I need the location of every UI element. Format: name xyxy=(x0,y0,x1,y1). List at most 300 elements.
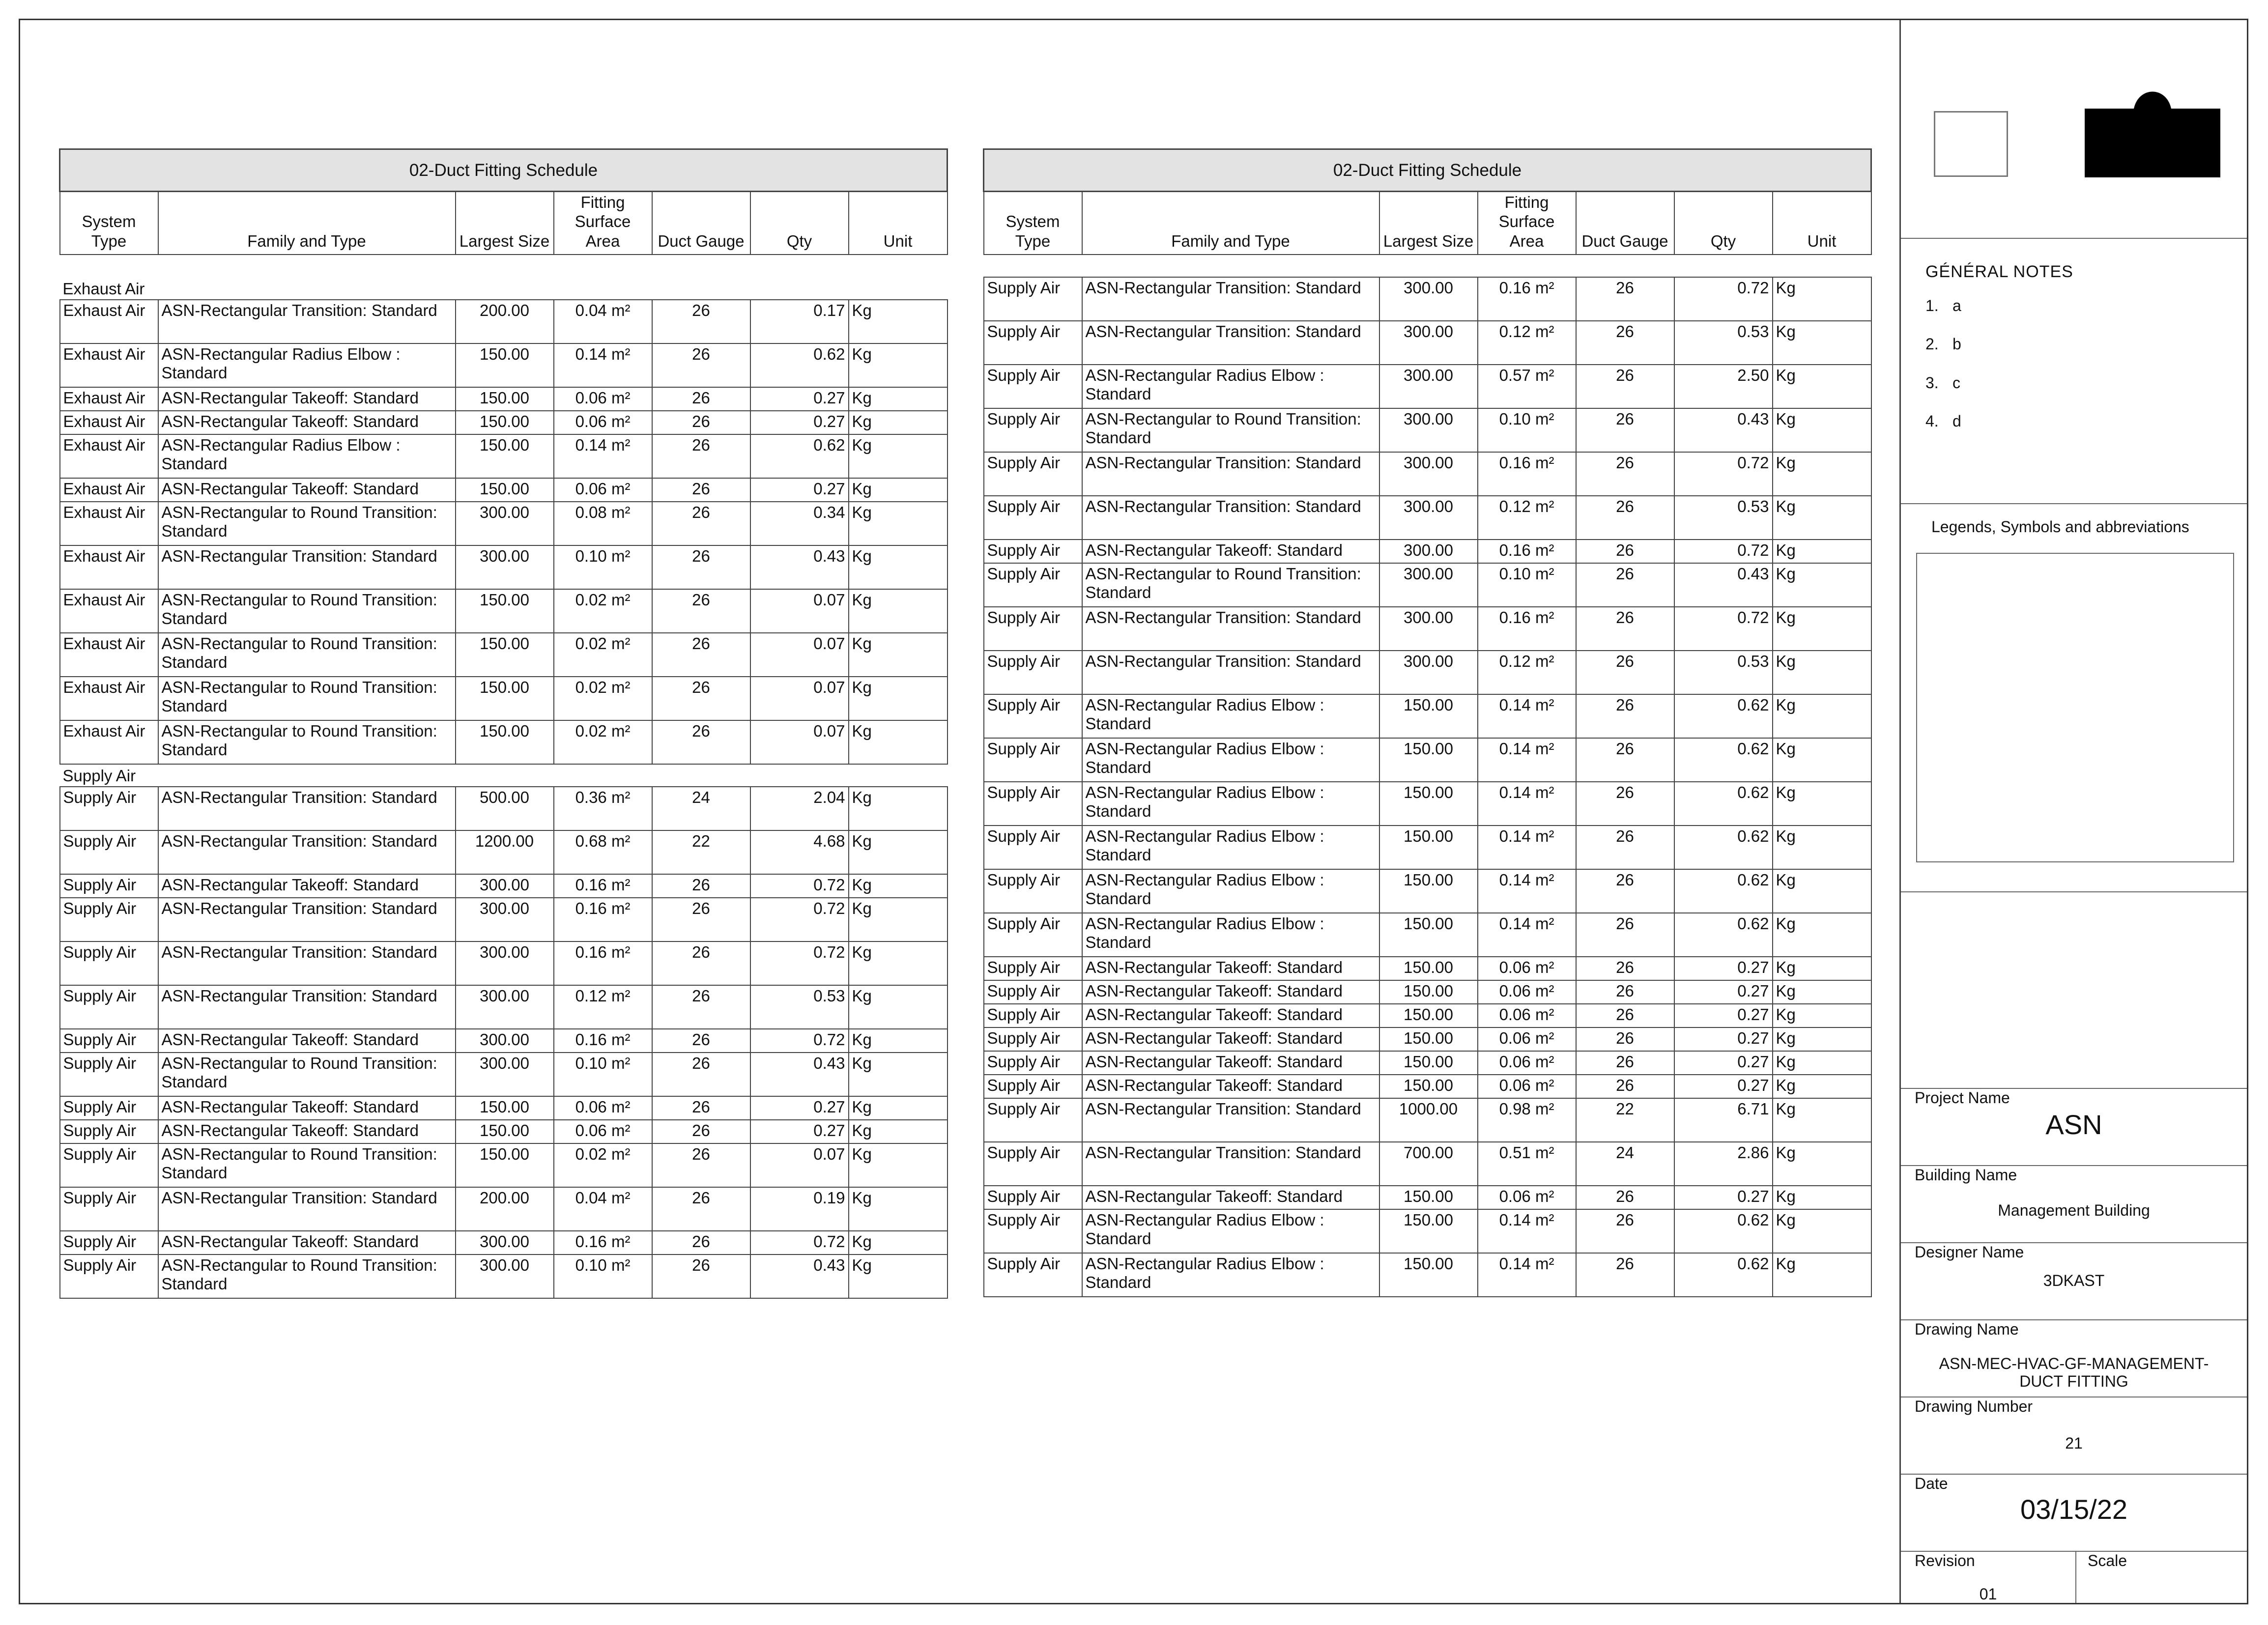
unit-cell: Kg xyxy=(1773,452,1871,496)
schedule-header-row xyxy=(60,192,947,255)
duct-gauge-cell: 26 xyxy=(652,387,750,411)
legends-title: Legends, Symbols and abbreviations xyxy=(1931,518,2189,536)
family-type-cell: ASN-Rectangular Takeoff: Standard xyxy=(1082,1075,1379,1098)
duct-gauge-cell: 26 xyxy=(652,545,750,589)
duct-gauge-cell: 26 xyxy=(652,1120,750,1143)
unit-cell: Kg xyxy=(1773,1142,1871,1186)
surface-area-cell: 0.02 m² xyxy=(554,720,652,764)
qty-cell: 0.27 xyxy=(750,1096,849,1120)
largest-size-cell: 300.00 xyxy=(456,985,554,1029)
unit-cell: Kg xyxy=(1773,651,1871,694)
fitting-surface-area-header: Fitting Surface Area xyxy=(1478,192,1576,255)
family-type-cell: ASN-Rectangular Transition: Standard xyxy=(158,787,456,830)
family-type-cell: ASN-Rectangular Radius Elbow : Standard xyxy=(1082,869,1379,913)
largest-size-cell: 300.00 xyxy=(456,502,554,545)
table-row xyxy=(984,1098,1871,1142)
family-type-cell: ASN-Rectangular Transition: Standard xyxy=(1082,277,1379,321)
legends-section xyxy=(1901,504,2247,892)
largest-size-cell: 150.00 xyxy=(456,633,554,677)
unit-cell: Kg xyxy=(849,830,947,874)
largest-size-cell: 150.00 xyxy=(1379,1027,1478,1051)
system-type-cell: Supply Air xyxy=(984,980,1082,1004)
unit-cell: Kg xyxy=(1773,1075,1871,1098)
family-type-cell: ASN-Rectangular Radius Elbow : Standard xyxy=(1082,1209,1379,1253)
surface-area-cell: 0.02 m² xyxy=(554,589,652,633)
largest-size-cell: 150.00 xyxy=(1379,1051,1478,1075)
family-type-cell: ASN-Rectangular Takeoff: Standard xyxy=(1082,1186,1379,1209)
surface-area-cell: 0.04 m² xyxy=(554,300,652,343)
family-type-cell: ASN-Rectangular Transition: Standard xyxy=(158,830,456,874)
unit-cell: Kg xyxy=(1773,540,1871,563)
table-row xyxy=(984,607,1871,651)
surface-area-cell: 0.12 m² xyxy=(1478,321,1576,365)
qty-cell: 0.62 xyxy=(1674,826,1773,869)
table-row xyxy=(984,365,1871,408)
project-name-label: Project Name xyxy=(1915,1089,2010,1107)
surface-area-cell: 0.12 m² xyxy=(554,985,652,1029)
table-row xyxy=(984,738,1871,782)
unit-cell: Kg xyxy=(849,1029,947,1053)
largest-size-cell: 300.00 xyxy=(1379,607,1478,651)
unit-cell: Kg xyxy=(849,1120,947,1143)
duct-gauge-cell: 22 xyxy=(652,830,750,874)
qty-cell: 0.34 xyxy=(750,502,849,545)
note-item: 4. d xyxy=(1925,412,1961,430)
family-type-cell: ASN-Rectangular Transition: Standard xyxy=(1082,651,1379,694)
surface-area-cell: 0.10 m² xyxy=(554,1254,652,1298)
surface-area-cell: 0.14 m² xyxy=(554,343,652,387)
surface-area-cell: 0.14 m² xyxy=(1478,782,1576,826)
qty-cell: 2.86 xyxy=(1674,1142,1773,1186)
largest-size-cell: 150.00 xyxy=(1379,1186,1478,1209)
system-type-cell: Exhaust Air xyxy=(60,300,158,343)
duct-gauge-cell: 26 xyxy=(1576,563,1674,607)
table-row xyxy=(984,957,1871,980)
qty-cell: 4.68 xyxy=(750,830,849,874)
surface-area-cell: 0.14 m² xyxy=(1478,869,1576,913)
unit-cell: Kg xyxy=(1773,1051,1871,1075)
largest-size-cell: 150.00 xyxy=(1379,782,1478,826)
date-label: Date xyxy=(1915,1475,1948,1492)
duct-gauge-cell: 26 xyxy=(1576,1004,1674,1027)
table-row xyxy=(984,496,1871,540)
system-type-cell: Exhaust Air xyxy=(60,545,158,589)
duct-gauge-header: Duct Gauge xyxy=(1576,192,1674,255)
largest-size-cell: 150.00 xyxy=(1379,980,1478,1004)
surface-area-cell: 0.16 m² xyxy=(1478,277,1576,321)
qty-cell: 0.53 xyxy=(1674,496,1773,540)
surface-area-cell: 0.10 m² xyxy=(554,1053,652,1096)
largest-size-cell: 150.00 xyxy=(1379,1075,1478,1098)
logo-area xyxy=(1901,20,2247,239)
system-type-cell: Supply Air xyxy=(984,496,1082,540)
group-header-label: Exhaust Air xyxy=(60,277,947,300)
surface-area-cell: 0.10 m² xyxy=(1478,408,1576,452)
duct-gauge-cell: 26 xyxy=(652,478,750,502)
unit-cell: Kg xyxy=(849,545,947,589)
qty-cell: 0.53 xyxy=(750,985,849,1029)
largest-size-cell: 150.00 xyxy=(456,1120,554,1143)
revision-scale-section xyxy=(1901,1552,2247,1603)
surface-area-cell: 0.16 m² xyxy=(1478,452,1576,496)
qty-cell: 0.62 xyxy=(750,343,849,387)
qty-cell: 0.43 xyxy=(1674,563,1773,607)
duct-gauge-cell: 26 xyxy=(1576,1253,1674,1297)
qty-cell: 0.07 xyxy=(750,720,849,764)
table-row xyxy=(984,321,1871,365)
title-block xyxy=(1899,20,2247,1603)
unit-cell: Kg xyxy=(1773,408,1871,452)
duct-gauge-header: Duct Gauge xyxy=(652,192,750,255)
surface-area-cell: 0.02 m² xyxy=(554,1143,652,1187)
duct-gauge-cell: 26 xyxy=(1576,1027,1674,1051)
qty-cell: 0.43 xyxy=(750,1053,849,1096)
surface-area-cell: 0.16 m² xyxy=(1478,540,1576,563)
table-row xyxy=(60,387,947,411)
legends-box xyxy=(1916,553,2234,862)
largest-size-cell: 1200.00 xyxy=(456,830,554,874)
table-row xyxy=(60,1187,947,1231)
qty-cell: 0.19 xyxy=(750,1187,849,1231)
largest-size-cell: 300.00 xyxy=(1379,496,1478,540)
largest-size-cell: 150.00 xyxy=(456,434,554,478)
qty-cell: 6.71 xyxy=(1674,1098,1773,1142)
designer-name-section xyxy=(1901,1243,2247,1320)
duct-gauge-cell: 26 xyxy=(652,874,750,898)
largest-size-cell: 1000.00 xyxy=(1379,1098,1478,1142)
unit-cell: Kg xyxy=(849,1231,947,1254)
qty-header: Qty xyxy=(1674,192,1773,255)
duct-gauge-cell: 26 xyxy=(1576,738,1674,782)
qty-cell: 0.72 xyxy=(750,941,849,985)
unit-cell: Kg xyxy=(1773,957,1871,980)
qty-cell: 0.27 xyxy=(750,411,849,434)
largest-size-cell: 150.00 xyxy=(456,387,554,411)
family-type-cell: ASN-Rectangular Transition: Standard xyxy=(158,941,456,985)
family-type-cell: ASN-Rectangular Transition: Standard xyxy=(158,898,456,941)
qty-cell: 0.62 xyxy=(1674,913,1773,957)
duct-gauge-cell: 26 xyxy=(652,898,750,941)
drawing-number-value: 21 xyxy=(2065,1434,2083,1452)
largest-size-cell: 150.00 xyxy=(456,411,554,434)
table-row xyxy=(984,277,1871,321)
unit-cell: Kg xyxy=(1773,496,1871,540)
qty-cell: 0.27 xyxy=(1674,1027,1773,1051)
unit-cell: Kg xyxy=(1773,563,1871,607)
unit-cell: Kg xyxy=(849,1096,947,1120)
unit-cell: Kg xyxy=(1773,1186,1871,1209)
system-type-cell: Supply Air xyxy=(60,941,158,985)
table-row xyxy=(60,1053,947,1096)
surface-area-cell: 0.14 m² xyxy=(1478,738,1576,782)
largest-size-cell: 300.00 xyxy=(456,545,554,589)
unit-header: Unit xyxy=(849,192,947,255)
qty-cell: 0.62 xyxy=(1674,694,1773,738)
duct-gauge-cell: 26 xyxy=(1576,408,1674,452)
surface-area-cell: 0.16 m² xyxy=(554,898,652,941)
unit-cell: Kg xyxy=(849,985,947,1029)
surface-area-cell: 0.06 m² xyxy=(1478,1051,1576,1075)
table-row xyxy=(984,1027,1871,1051)
system-type-cell: Exhaust Air xyxy=(60,720,158,764)
system-type-cell: Exhaust Air xyxy=(60,633,158,677)
largest-size-cell: 300.00 xyxy=(1379,277,1478,321)
unit-cell: Kg xyxy=(1773,365,1871,408)
unit-cell: Kg xyxy=(849,502,947,545)
surface-area-cell: 0.10 m² xyxy=(1478,563,1576,607)
duct-gauge-cell: 26 xyxy=(1576,826,1674,869)
unit-cell: Kg xyxy=(1773,1004,1871,1027)
designer-name-label: Designer Name xyxy=(1915,1243,2024,1261)
largest-size-header: Largest Size xyxy=(1379,192,1478,255)
largest-size-cell: 150.00 xyxy=(456,1096,554,1120)
qty-cell: 0.27 xyxy=(1674,1075,1773,1098)
surface-area-cell: 0.06 m² xyxy=(554,387,652,411)
unit-cell: Kg xyxy=(849,633,947,677)
surface-area-cell: 0.14 m² xyxy=(1478,694,1576,738)
largest-size-cell: 150.00 xyxy=(456,343,554,387)
table-row xyxy=(984,1075,1871,1098)
family-type-cell: ASN-Rectangular Takeoff: Standard xyxy=(158,1029,456,1053)
qty-header: Qty xyxy=(750,192,849,255)
system-type-cell: Supply Air xyxy=(60,1029,158,1053)
family-type-cell: ASN-Rectangular Takeoff: Standard xyxy=(1082,1051,1379,1075)
system-type-cell: Supply Air xyxy=(984,408,1082,452)
blank-section xyxy=(1901,892,2247,1089)
duct-gauge-cell: 26 xyxy=(652,411,750,434)
fitting-surface-area-header: Fitting Surface Area xyxy=(554,192,652,255)
system-type-cell: Supply Air xyxy=(984,1051,1082,1075)
duct-gauge-cell: 26 xyxy=(652,720,750,764)
unit-cell: Kg xyxy=(1773,1027,1871,1051)
surface-area-cell: 0.06 m² xyxy=(554,1120,652,1143)
unit-cell: Kg xyxy=(1773,321,1871,365)
qty-cell: 0.62 xyxy=(1674,1209,1773,1253)
family-type-cell: ASN-Rectangular Takeoff: Standard xyxy=(1082,980,1379,1004)
duct-gauge-cell: 26 xyxy=(652,1231,750,1254)
qty-cell: 0.72 xyxy=(1674,540,1773,563)
drawing-name-label: Drawing Name xyxy=(1915,1320,2019,1338)
system-type-cell: Supply Air xyxy=(984,869,1082,913)
building-name-label: Building Name xyxy=(1915,1166,2017,1184)
surface-area-cell: 0.68 m² xyxy=(554,830,652,874)
qty-cell: 0.72 xyxy=(1674,277,1773,321)
qty-cell: 0.62 xyxy=(1674,738,1773,782)
note-item: 2. b xyxy=(1925,335,1961,353)
system-type-cell: Supply Air xyxy=(984,452,1082,496)
surface-area-cell: 0.06 m² xyxy=(554,478,652,502)
family-type-cell: ASN-Rectangular to Round Transition: Standard xyxy=(1082,408,1379,452)
unit-cell: Kg xyxy=(849,478,947,502)
family-type-cell: ASN-Rectangular Radius Elbow : Standard xyxy=(1082,1253,1379,1297)
largest-size-cell: 300.00 xyxy=(456,874,554,898)
duct-gauge-cell: 26 xyxy=(1576,496,1674,540)
family-type-cell: ASN-Rectangular to Round Transition: Standard xyxy=(158,589,456,633)
duct-gauge-cell: 26 xyxy=(1576,782,1674,826)
table-row xyxy=(984,408,1871,452)
drawing-name-line: DUCT FITTING xyxy=(2019,1372,2128,1390)
duct-gauge-cell: 26 xyxy=(1576,980,1674,1004)
system-type-cell: Supply Air xyxy=(984,563,1082,607)
table-row xyxy=(60,1231,947,1254)
unit-cell: Kg xyxy=(849,1187,947,1231)
family-type-cell: ASN-Rectangular Radius Elbow : Standard xyxy=(1082,365,1379,408)
qty-cell: 0.07 xyxy=(750,633,849,677)
unit-cell: Kg xyxy=(849,1143,947,1187)
system-type-cell: Supply Air xyxy=(984,365,1082,408)
table-row xyxy=(984,1142,1871,1186)
system-type-cell: Supply Air xyxy=(984,782,1082,826)
table-row xyxy=(984,1051,1871,1075)
date-value: 03/15/22 xyxy=(2020,1494,2127,1525)
family-type-cell: ASN-Rectangular Transition: Standard xyxy=(1082,1142,1379,1186)
duct-gauge-cell: 26 xyxy=(652,300,750,343)
table-row xyxy=(984,782,1871,826)
building-name-value: Management Building xyxy=(1998,1201,2150,1219)
family-type-cell: ASN-Rectangular to Round Transition: Standard xyxy=(158,1254,456,1298)
unit-cell: Kg xyxy=(849,387,947,411)
drawing-name-section xyxy=(1901,1320,2247,1397)
family-type-cell: ASN-Rectangular Transition: Standard xyxy=(158,985,456,1029)
system-type-cell: Supply Air xyxy=(984,913,1082,957)
family-type-cell: ASN-Rectangular Takeoff: Standard xyxy=(1082,1027,1379,1051)
largest-size-cell: 150.00 xyxy=(456,478,554,502)
system-type-cell: Supply Air xyxy=(984,651,1082,694)
system-type-cell: Supply Air xyxy=(60,1120,158,1143)
system-type-cell: Supply Air xyxy=(984,1075,1082,1098)
unit-cell: Kg xyxy=(849,1254,947,1298)
system-type-cell: Exhaust Air xyxy=(60,343,158,387)
family-type-cell: ASN-Rectangular Radius Elbow : Standard xyxy=(158,343,456,387)
system-type-cell: Supply Air xyxy=(60,898,158,941)
unit-cell: Kg xyxy=(1773,1209,1871,1253)
family-type-cell: ASN-Rectangular Transition: Standard xyxy=(158,300,456,343)
group-header-row xyxy=(60,764,947,787)
duct-gauge-cell: 26 xyxy=(652,589,750,633)
family-type-cell: ASN-Rectangular Takeoff: Standard xyxy=(1082,1004,1379,1027)
unit-cell: Kg xyxy=(1773,782,1871,826)
qty-cell: 0.27 xyxy=(1674,1186,1773,1209)
family-type-cell: ASN-Rectangular to Round Transition: Standard xyxy=(158,633,456,677)
largest-size-cell: 150.00 xyxy=(1379,913,1478,957)
family-type-cell: ASN-Rectangular Radius Elbow : Standard xyxy=(1082,913,1379,957)
family-type-cell: ASN-Rectangular Takeoff: Standard xyxy=(158,411,456,434)
group-header-row xyxy=(60,277,947,300)
table-row xyxy=(60,1254,947,1298)
qty-cell: 0.27 xyxy=(1674,1004,1773,1027)
qty-cell: 0.27 xyxy=(1674,1051,1773,1075)
schedule-header-row xyxy=(984,192,1871,255)
duct-gauge-cell: 22 xyxy=(1576,1098,1674,1142)
family-type-cell: ASN-Rectangular to Round Transition: Standard xyxy=(158,502,456,545)
system-type-cell: Exhaust Air xyxy=(60,478,158,502)
largest-size-cell: 300.00 xyxy=(456,1231,554,1254)
table-row xyxy=(60,434,947,478)
system-type-cell: Supply Air xyxy=(984,1098,1082,1142)
table-row xyxy=(984,980,1871,1004)
largest-size-cell: 150.00 xyxy=(1379,1253,1478,1297)
largest-size-cell: 300.00 xyxy=(456,941,554,985)
qty-cell: 0.27 xyxy=(1674,957,1773,980)
drawing-name-line: ASN-MEC-HVAC-GF-MANAGEMENT- xyxy=(1939,1355,2209,1372)
unit-cell: Kg xyxy=(849,300,947,343)
largest-size-cell: 150.00 xyxy=(456,677,554,720)
revision-label: Revision xyxy=(1915,1552,1975,1569)
table-row xyxy=(984,826,1871,869)
duct-gauge-cell: 26 xyxy=(1576,277,1674,321)
largest-size-cell: 150.00 xyxy=(1379,1209,1478,1253)
logo-mark xyxy=(2085,81,2220,177)
table-row xyxy=(984,869,1871,913)
table-row xyxy=(984,1253,1871,1297)
surface-area-cell: 0.14 m² xyxy=(1478,826,1576,869)
family-type-cell: ASN-Rectangular to Round Transition: Standard xyxy=(158,677,456,720)
scale-label: Scale xyxy=(2088,1552,2127,1569)
system-type-cell: Supply Air xyxy=(984,1142,1082,1186)
system-type-header: System Type xyxy=(60,192,158,255)
surface-area-cell: 0.16 m² xyxy=(1478,607,1576,651)
qty-cell: 0.72 xyxy=(1674,607,1773,651)
table-row xyxy=(60,478,947,502)
duct-gauge-cell: 26 xyxy=(1576,365,1674,408)
qty-cell: 0.53 xyxy=(1674,321,1773,365)
unit-cell: Kg xyxy=(1773,1253,1871,1297)
table-row xyxy=(60,1096,947,1120)
largest-size-cell: 500.00 xyxy=(456,787,554,830)
surface-area-cell: 0.51 m² xyxy=(1478,1142,1576,1186)
table-row xyxy=(60,1029,947,1053)
duct-gauge-cell: 26 xyxy=(652,1096,750,1120)
largest-size-header: Largest Size xyxy=(456,192,554,255)
unit-cell: Kg xyxy=(1773,826,1871,869)
table-row xyxy=(984,1209,1871,1253)
family-type-cell: ASN-Rectangular Transition: Standard xyxy=(1082,607,1379,651)
family-and-type-header: Family and Type xyxy=(1082,192,1379,255)
duct-gauge-cell: 26 xyxy=(1576,869,1674,913)
duct-gauge-cell: 26 xyxy=(1576,651,1674,694)
qty-cell: 0.72 xyxy=(1674,452,1773,496)
family-type-cell: ASN-Rectangular to Round Transition: Standard xyxy=(158,720,456,764)
qty-cell: 0.43 xyxy=(750,545,849,589)
largest-size-cell: 300.00 xyxy=(1379,651,1478,694)
duct-gauge-cell: 26 xyxy=(652,1053,750,1096)
family-type-cell: ASN-Rectangular Takeoff: Standard xyxy=(158,1096,456,1120)
unit-cell: Kg xyxy=(849,343,947,387)
table-row xyxy=(60,898,947,941)
surface-area-cell: 0.12 m² xyxy=(1478,651,1576,694)
table-row xyxy=(60,1120,947,1143)
duct-gauge-cell: 26 xyxy=(1576,694,1674,738)
system-type-cell: Supply Air xyxy=(984,738,1082,782)
surface-area-cell: 0.06 m² xyxy=(1478,980,1576,1004)
family-type-cell: ASN-Rectangular to Round Transition: Standard xyxy=(158,1053,456,1096)
table-row xyxy=(984,913,1871,957)
largest-size-cell: 150.00 xyxy=(1379,694,1478,738)
largest-size-cell: 300.00 xyxy=(1379,540,1478,563)
surface-area-cell: 0.06 m² xyxy=(1478,957,1576,980)
family-type-cell: ASN-Rectangular Takeoff: Standard xyxy=(158,387,456,411)
date-section xyxy=(1901,1475,2247,1552)
building-name-section xyxy=(1901,1166,2247,1243)
table-row xyxy=(60,830,947,874)
family-type-cell: ASN-Rectangular Radius Elbow : Standard xyxy=(1082,782,1379,826)
family-type-cell: ASN-Rectangular to Round Transition: Standard xyxy=(1082,563,1379,607)
surface-area-cell: 0.16 m² xyxy=(554,941,652,985)
largest-size-cell: 150.00 xyxy=(1379,869,1478,913)
family-type-cell: ASN-Rectangular to Round Transition: Standard xyxy=(158,1143,456,1187)
unit-cell: Kg xyxy=(1773,980,1871,1004)
surface-area-cell: 0.12 m² xyxy=(1478,496,1576,540)
